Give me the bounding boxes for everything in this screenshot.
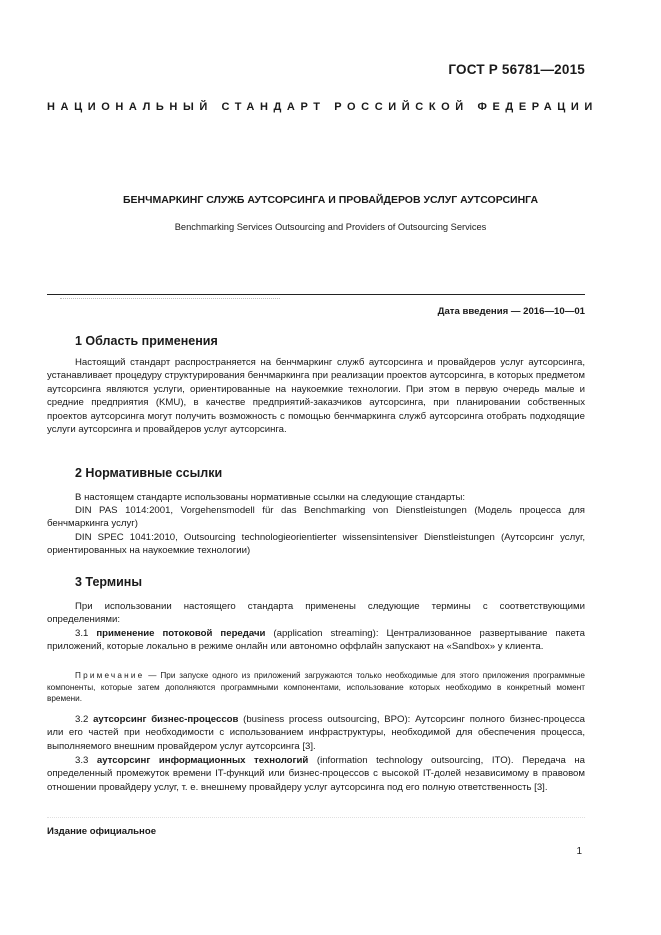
term-3-2-title: аутсорсинг бизнес-процессов: [93, 714, 239, 725]
term-3-2-number: 3.2: [75, 714, 89, 725]
section-heading-normative: 2 Нормативные ссылки: [75, 466, 223, 480]
section-heading-scope: 1 Область применения: [75, 334, 218, 348]
terms-intro-paragraph: [47, 600, 585, 627]
title-divider: [47, 294, 585, 295]
normative-ref-1: [47, 504, 585, 531]
term-3-1-definition: (application streaming): Централизованное развертывание пакета приложений, которые локально в режиме онлайн или автономно оффлайн запускают на «Sandbox» у клиента.: [47, 628, 585, 653]
page-number: 1: [576, 846, 582, 857]
note-label: Примечание: [75, 671, 145, 680]
term-3-3-definition: (information technology outsourcing, ITO). Передача на определенный промежуток времени IT-функций или бизнес-процессов с высокой IT-долей независимому в правовом отношении провайдеру услуг, т. е. внешнему провайдеру услуг аутсорсинга под его полную ответственность [3].: [47, 755, 585, 793]
document-title-ru: БЕНЧМАРКИНГ СЛУЖБ АУТСОРСИНГА И ПРОВАЙДЕРОВ УСЛУГ АУТСОРСИНГА: [122, 194, 539, 206]
term-3-1: [47, 627, 585, 654]
national-standard-banner: НАЦИОНАЛЬНЫЙ СТАНДАРТ РОССИЙСКОЙ ФЕДЕРАЦИИ: [47, 101, 598, 113]
term-3-3-number: 3.3: [75, 755, 89, 766]
scope-paragraph: [47, 356, 585, 436]
term-3-1-number: 3.1: [75, 628, 89, 639]
term-3-2: [47, 713, 585, 753]
normative-ref-1-text: DIN PAS 1014:2001, Vorgehensmodell für das Benchmarking von Dienstleistungen (Модель процесса для бенчмаркинга услуг): [47, 505, 585, 530]
document-title-en: Benchmarking Services Outsourcing and Providers of Outsourcing Services: [174, 222, 487, 232]
term-3-2-definition: (business process outsourcing, BPO): Аутсорсинг полного бизнес-процесса или его частей при необходимости с использованием инфраструктуры, необходимой для обеспечения процесса, выполняемого внешним провайдером услуг аутсорсинга [3].: [47, 714, 585, 752]
introduction-date: Дата введения — 2016—10—01: [437, 306, 585, 317]
note-text: — При запуске одного из приложений загружаются только необходимые для этого приложения программные компоненты, которые затем дополняются программными компонентами, использование которых необходимо в конкретный момент времени.: [47, 671, 585, 704]
gost-code: ГОСТ Р 56781—2015: [448, 62, 585, 77]
normative-intro-text: В настоящем стандарте использованы нормативные ссылки на следующие стандарты:: [75, 492, 466, 503]
normative-ref-2-text: DIN SPEC 1041:2010, Outsourcing technologieorientierter wissensintensiver Dienstleistungen (Аутсорсинг услуг, ориентированных на наукоемкие технологии): [47, 532, 585, 557]
footer-divider: [47, 817, 585, 818]
divider-shadow: [60, 298, 280, 299]
scope-text: Настоящий стандарт распространяется на бенчмаркинг служб аутсорсинга и провайдеров услуг аутсорсинга, устанавливает процедуру структурирования бенчмаркинга при реализации проектов аутсорсинга, в которых предметом аутсорсинга являются услуги, ориентированные на наукоемкие технологии. При этом в первую очередь малые и средние предприятия (KMU), в качестве предприятий-заказчиков аутсорсинга, при планировании собственных проектов аутсорсинга могут получить возможность с помощью бенчмаркинга служб аутсорсинга отобрать подходящие услуги аутсорсинга и провайдеров услуг аутсорсинга.: [47, 357, 585, 436]
term-3-1-note: [47, 670, 585, 705]
term-3-3-title: аутсорсинг информационных технологий: [96, 755, 309, 766]
term-3-3: [47, 754, 585, 794]
normative-intro-paragraph: [47, 491, 585, 504]
section-heading-terms: 3 Термины: [75, 575, 143, 589]
term-3-1-title: применение потоковой передачи: [96, 628, 266, 639]
normative-ref-2: [47, 531, 585, 558]
official-edition-label: Издание официальное: [47, 826, 157, 837]
terms-intro-text: При использовании настоящего стандарта применены следующие термины с соответствующими определениями:: [47, 601, 585, 626]
